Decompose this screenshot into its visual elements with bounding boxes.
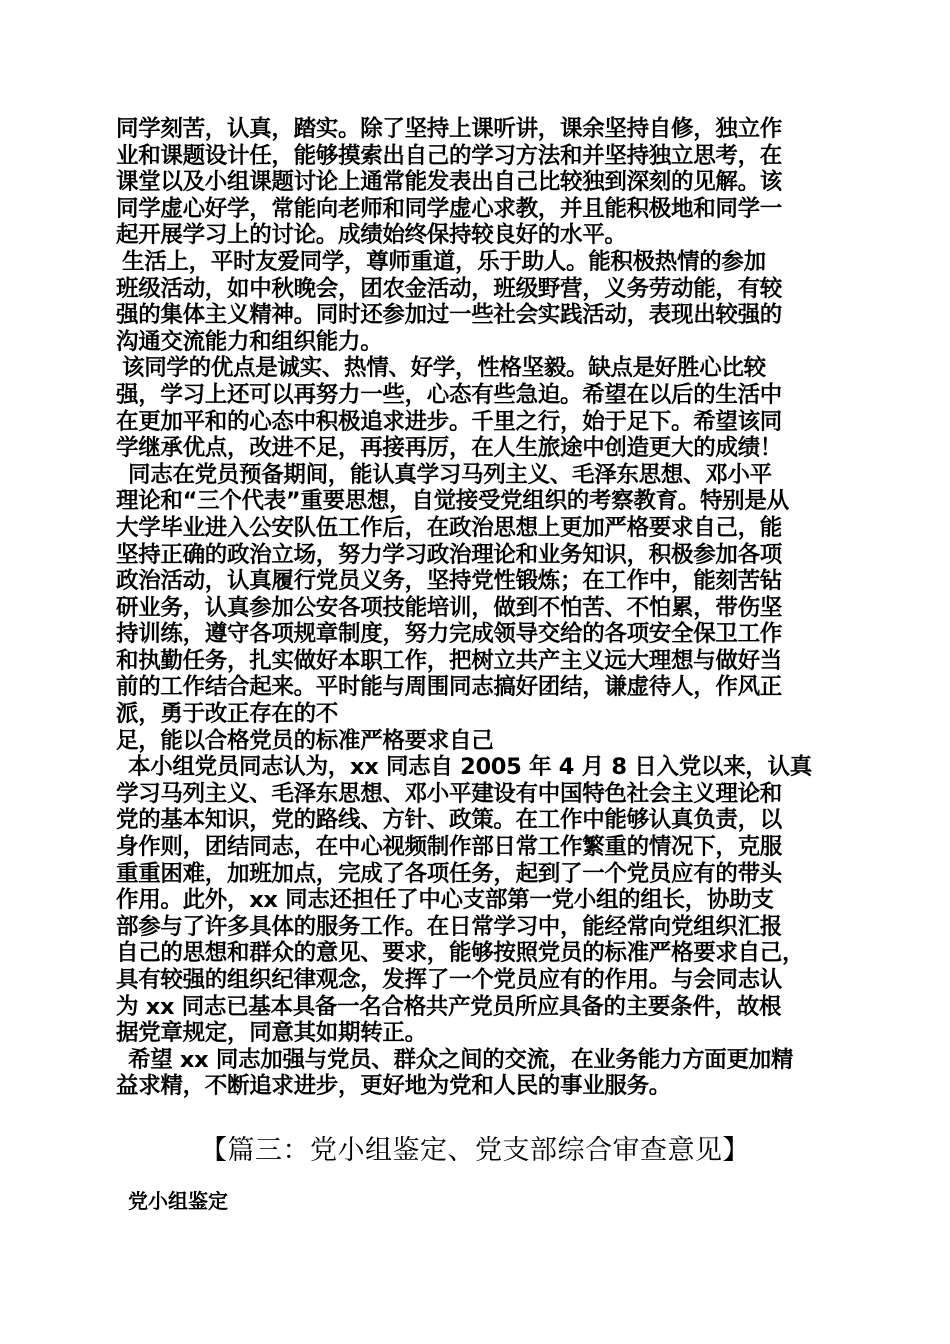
text-line: 班级活动，如中秋晚会，团农金活动，班级野营，义务劳动能，有较 [116, 275, 783, 302]
text-line: 本小组党员同志认为，xx 同志自 2005 年 4 月 8 日入党以来，认真 [128, 754, 812, 781]
text-line: 强，学习上还可以再努力一些，心态有些急迫。希望在以后的生活中 [116, 381, 783, 408]
text-line: 持训练，遵守各项规章制度，努力完成领导交给的各项安全保卫工作 [116, 621, 783, 648]
text-line: 据党章规定，同意其如期转正。 [116, 1020, 427, 1047]
text-line: 研业务，认真参加公安各项技能培训，做到不怕苦、不怕累，带伤坚 [116, 594, 783, 621]
text-line: 党的基本知识，党的路线、方针、政策。在工作中能够认真负责，以 [116, 807, 783, 834]
text-line: 政治活动，认真履行党员义务，坚持党性锻炼；在工作中，能刻苦钻 [116, 568, 783, 595]
text-line: 生活上，平时友爱同学，尊师重道，乐于助人。能积极热情的参加 [122, 248, 766, 275]
text-line: 课堂以及小组课题讨论上通常能发表出自己比较独到深刻的见解。该 [116, 169, 783, 196]
text-line: 希望 xx 同志加强与党员、群众之间的交流，在业务能力方面更加精 [128, 1046, 794, 1073]
text-line: 重重困难，加班加点，完成了各项任务，起到了一个党员应有的带头 [116, 860, 783, 887]
text-line: 该同学的优点是诚实、热情、好学，性格坚毅。缺点是好胜心比较 [122, 355, 766, 382]
text-line: 业和课题设计任，能够摸索出自己的学习方法和并坚持独立思考，在 [116, 142, 783, 169]
text-line: 派，勇于改正存在的不 [116, 701, 339, 728]
text-line: 理论和“三个代表”重要思想，自觉接受党组织的考察教育。特别是从 [116, 488, 789, 515]
text-line: 强的集体主义精神。同时还参加过一些社会实践活动，表现出较强的 [116, 302, 783, 329]
text-line: 同学虚心好学，常能向老师和同学虚心求教，并且能积极地和同学一 [116, 195, 783, 222]
text-line: 学继承优点，改进不足，再接再厉，在人生旅途中创造更大的成绩！ [116, 435, 783, 462]
text-line: 起开展学习上的讨论。成绩始终保持较良好的水平。 [116, 222, 627, 249]
section-title: 【篇三：党小组鉴定、党支部综合审查意见】 [200, 1135, 750, 1166]
sub-heading: 党小组鉴定 [128, 1189, 228, 1213]
text-line: 同学刻苦，认真，踏实。除了坚持上课听讲，课余坚持自修，独立作 [116, 116, 783, 142]
text-line: 为 xx 同志已基本具备一名合格共产党员所应具备的主要条件，故根 [116, 993, 782, 1020]
text-line: 具有较强的组织纪律观念，发挥了一个党员应有的作用。与会同志认 [116, 967, 783, 993]
text-line: 坚持正确的政治立场，努力学习政治理论和业务知识，积极参加各项 [116, 541, 783, 568]
text-line: 足，能以合格党员的标准严格要求自己 [116, 727, 494, 754]
text-line: 大学毕业进入公安队伍工作后，在政治思想上更加严格要求自己，能 [116, 514, 783, 541]
text-line: 作用。此外，xx 同志还担任了中心支部第一党小组的组长，协助支 [116, 887, 774, 914]
text-line: 在更加平和的心态中积极追求进步。千里之行，始于足下。希望该同 [116, 408, 783, 435]
text-line: 沟通交流能力和组织能力。 [116, 328, 383, 355]
text-line: 同志在党员预备期间，能认真学习马列主义、毛泽东思想、邓小平 [128, 461, 772, 488]
document-body [116, 116, 840, 1100]
text-line: 自己的思想和群众的意见、要求，能够按照党员的标准严格要求自己， [116, 940, 805, 967]
text-line: 益求精，不断追求进步，更好地为党和人民的事业服务。 [116, 1073, 672, 1100]
text-line: 身作则，团结同志，在中心视频制作部日常工作繁重的情况下，克服 [116, 834, 783, 861]
text-line: 学习马列主义、毛泽东思想、邓小平建设有中国特色社会主义理论和 [116, 780, 783, 807]
text-line: 部参与了许多具体的服务工作。在日常学习中，能经常向党组织汇报 [116, 913, 783, 940]
text-line: 前的工作结合起来。平时能与周围同志搞好团结，谦虚待人，作风正 [116, 674, 783, 701]
text-line: 和执勤任务，扎实做好本职工作，把树立共产主义远大理想与做好当 [116, 647, 783, 674]
